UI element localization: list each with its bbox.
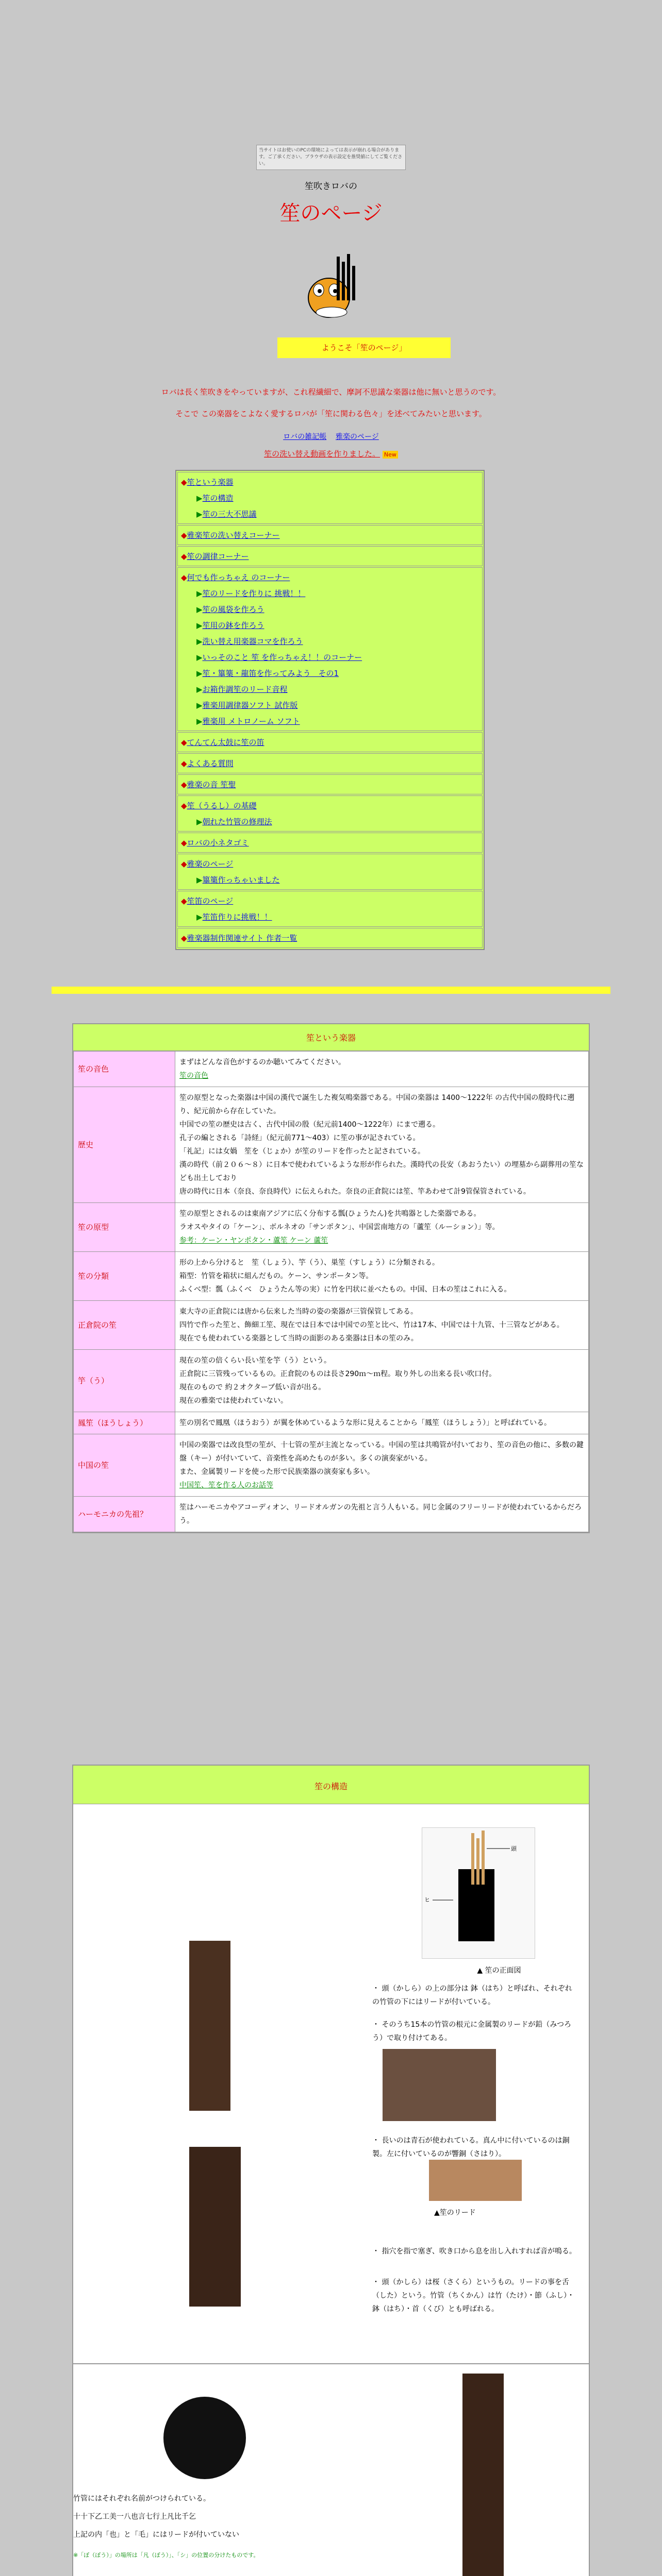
- menu-bullet-icon: ◆: [181, 531, 187, 540]
- menu-bullet-icon: ◆: [181, 780, 187, 789]
- row-label: 正倉院の笙: [74, 1301, 175, 1350]
- row-content: [175, 1301, 589, 1350]
- new-badge: New: [383, 451, 398, 459]
- reed-photo-2: [429, 2160, 522, 2201]
- structure-text-4-body: 指穴を指で塞ぎ、吹き口から息を出し入れすれば音が鳴る。: [382, 2247, 576, 2256]
- sub-bullet-icon: ▶: [196, 605, 203, 614]
- instrument-table-section: [72, 1023, 590, 1533]
- sub-bullet-icon: ▶: [196, 621, 203, 630]
- table-row: [74, 1412, 589, 1434]
- row-label: 笙の分類: [74, 1252, 175, 1301]
- row-content: [175, 1052, 589, 1087]
- sub-bullet-icon: ▶: [196, 589, 203, 598]
- sub-bullet-icon: ▶: [196, 669, 203, 678]
- row-label: 歴史: [74, 1087, 175, 1203]
- pipe-names: 十十下乙工美一八也言七行上凡比千乞: [73, 2513, 196, 2521]
- menu-link[interactable]: てんてん太鼓に笙の笛: [187, 738, 264, 747]
- menu-group: [177, 732, 483, 752]
- menu-group: [177, 891, 483, 927]
- structure-text-4: ・ 指穴を指で塞ぎ、吹き口から息を出し入れすれば音が鳴る。: [372, 2247, 576, 2256]
- page-title: 笙のページ: [279, 201, 383, 225]
- submenu-link[interactable]: 洗い替え用楽器コマを作ろう: [202, 637, 303, 646]
- row-label: 竽（う）: [74, 1350, 175, 1412]
- menu-bullet-icon: ◆: [181, 896, 187, 906]
- table-row: [74, 1350, 589, 1412]
- menu-group: [177, 928, 483, 948]
- row-label: 笙の原型: [74, 1203, 175, 1252]
- menu-bullet-icon: ◆: [181, 738, 187, 747]
- row-text: 笙の原型となった楽器は中国の漢代で誕生した複気鳴楽器である。中国の楽器は 1400〜1222年 の古代中国の殷時代に遡り、紀元前から存在していた。 中国での笙の歴史は古く、古代中国の殷（紀元前1400〜1222年）にまで遡る。 孔子の編とされる「詩経」（紀元前771〜403）に笙の事が記されている。 「礼記」には女媧 笙を（じょか）が笙のリードを作ったと記されている。 漢の時代（前２０６〜８）に日本で使われているような形が作られた。漢時代の長安（あおうたい）の埋墓から副葬用の笙なども出土しており 唐の時代に日本（奈良、奈良時代）に伝えられた。奈良の正倉院には笙、竿あわせて計9管保管されている。: [179, 1094, 584, 1196]
- row-text: 笙の別名で鳳凰（ほうおう）が翼を休めているような形に見えることから「鳳笙（ほうしょう）」と呼ばれている。: [179, 1419, 551, 1427]
- structure-text-2-body: そのうち15本の竹管の根元に金属製のリードが鉛（みつろう）で取り付けてある。: [372, 2021, 571, 2042]
- row-content: [175, 1350, 589, 1412]
- diary-link[interactable]: ロバの雑記帳: [283, 433, 327, 441]
- submenu-link[interactable]: 笙用の鉢を作ろう: [202, 621, 264, 630]
- structure-text-1: ・ 頭（かしら）の上の部分は 鉢（はち）と呼ばれ、それぞれの竹管の下にはリードが付いている。: [372, 1985, 572, 2006]
- pipe-layout-diagram: [163, 2397, 246, 2479]
- menu-bullet-icon: ◆: [181, 859, 187, 869]
- submenu-link[interactable]: 笙の三大不思議: [202, 510, 257, 519]
- menu-bullet-icon: ◆: [181, 759, 187, 768]
- table-row: [74, 1301, 589, 1350]
- sub-bullet-icon: ▶: [196, 685, 203, 694]
- menu-bullet-icon: ◆: [181, 838, 187, 848]
- row-link[interactable]: 参考：ケーン・ヤンポタン・蘆笙 ケーン 蘆笙: [179, 1236, 328, 1245]
- sub-bullet-icon: ▶: [196, 494, 203, 503]
- submenu-link[interactable]: 笙・篳篥・龍笛を作ってみよう その1: [202, 669, 339, 678]
- table-row: [74, 1052, 589, 1087]
- welcome-text: ようこそ「笙のページ」: [321, 343, 407, 352]
- row-content: [175, 1434, 589, 1497]
- menu-link[interactable]: 何でも作っちゃえ のコーナー: [187, 573, 290, 582]
- structure-text-1-body: 頭（かしら）の上の部分は 鉢（はち）と呼ばれ、それぞれの竹管の下にはリードが付いている。: [372, 1985, 572, 2006]
- menu-bullet-icon: ◆: [181, 478, 187, 487]
- row-content: [175, 1497, 589, 1532]
- structure-title: 笙の構造: [73, 1766, 589, 1804]
- table-row: [74, 1497, 589, 1532]
- row-content: [175, 1087, 589, 1203]
- row-text: 東大寺の正倉院には唐から伝来した当時の姿の楽器が三管保管してある。 四竹で作った笙と、飾細工笙、現在では日本では中国での笙と比べ、竹は17本、中国では十九管、十三管などがある。 現在でも使われている楽器として当時の面影のある楽器は日本の笙のみ。: [179, 1308, 564, 1343]
- submenu-link[interactable]: 朝れた竹管の修理法: [202, 817, 272, 826]
- reed-photo-1: [383, 2049, 496, 2121]
- table-row: [74, 1087, 589, 1203]
- caption-reed-text: 笙のリード: [439, 2209, 476, 2217]
- menu-bullet-icon: ◆: [181, 934, 187, 943]
- sub-bullet-icon: ▶: [196, 701, 203, 710]
- menu-link[interactable]: 笙という楽器: [187, 478, 234, 487]
- structure-section: [72, 1765, 590, 2576]
- intro-line-1: ロバは長く笙吹きをやっていますが、これ程繊細で、摩訶不思議な楽器は他に無いと思うのです。: [161, 387, 501, 397]
- menu-group: [177, 546, 483, 566]
- structure-text-2: ・ そのうち15本の竹管の根元に金属製のリードが鉛（みつろう）で取り付けてある。: [372, 2021, 571, 2042]
- menu-group: [177, 795, 483, 832]
- row-text: 笙の原型とされるのは東南アジアに広く分布する瓢(ひょうたん)を共鳴器とした楽器である。 ラオスやタイの「ケーン」、ボルネオの「サンポタン」、中国雲南地方の「蘆笙（ルーション）」等。: [179, 1210, 500, 1231]
- menu-bullet-icon: ◆: [181, 573, 187, 582]
- divider-1: [73, 2363, 589, 2364]
- row-text: 現在の笙の倍くらい長い笙を竽（う）という。 正倉院に三管残っているもの。正倉院のものは長さ290ｍ〜ｍ程。取り外しの出来る長い吹口付。 現在のもので 約２オクターブ低い音が出る。 現在の雅楽では使われていない。: [179, 1357, 496, 1405]
- sub-bullet-icon: ▶: [196, 912, 203, 922]
- submenu-link[interactable]: 笙笛作りに挑戦！！: [202, 912, 272, 922]
- sub-bullet-icon: ▶: [196, 510, 203, 519]
- structure-diagram: [422, 1827, 535, 1959]
- submenu-link[interactable]: 雅楽用 メトロノーム ソフト: [202, 717, 300, 726]
- row-text: 中国の楽器では改良型の笙が、十七管の笙が主流となっている。中国の笙は共鳴管が付いており、笙の音色の他に、多数の鍵盤（キー）が付いていて、音楽性を高めたものが多い。多くの演奏家がいる。 また、金属製リードを使った形で民族楽器の演奏家も多い。: [179, 1441, 584, 1476]
- menu-link[interactable]: 雅楽のページ: [187, 859, 234, 869]
- submenu-link[interactable]: 笙の構造: [202, 494, 234, 503]
- structure-text-5-body: 頭（かしら）は桜（さくら）というもの。リードの事を舌（した）という。竹管（ちくかん）は竹（たけ）・節（ふし）・鉢（はち）・首（くび）とも呼ばれる。: [372, 2278, 574, 2313]
- menu-group: [177, 833, 483, 853]
- menu-link[interactable]: 雅楽笙の洗い替えコーナー: [187, 531, 280, 540]
- structure-text-3: ・ 長いのは青石が使われている。真ん中に付いているのは銅製。左に付いているのが響銅（さはり）。: [372, 2137, 570, 2158]
- diary-links: [0, 431, 662, 442]
- structure-text-6: 竹管にはそれぞれ名前がつけられている。: [73, 2495, 210, 2503]
- row-content: [175, 1203, 589, 1252]
- sub-bullet-icon: ▶: [196, 817, 203, 826]
- row-label: 中国の笙: [74, 1434, 175, 1497]
- menu-link[interactable]: 雅楽の音 笙聖: [187, 780, 236, 789]
- sho-photo-1: [189, 1941, 230, 2111]
- subtitle: 笙吹きロバの: [305, 181, 357, 192]
- menu-bullet-icon: ◆: [181, 552, 187, 561]
- row-content: [175, 1412, 589, 1434]
- caption-front-text: 笙の正面図: [485, 1967, 521, 1975]
- new-video-link[interactable]: 笙の洗い替え動画を作りました。: [264, 449, 380, 459]
- menu-link[interactable]: ロバの小ネタゴミ: [187, 838, 249, 848]
- sho-photo-2: [189, 2147, 241, 2307]
- row-link[interactable]: 中国笙、笙を作る人のお話等: [179, 1481, 273, 1489]
- menu-group: [177, 753, 483, 773]
- menu-group: [177, 774, 483, 794]
- submenu-link[interactable]: 笙の風袋を作ろう: [202, 605, 264, 614]
- row-text: 形の上から分けると 笙（しょう）、竽（う）、巣笙（すしょう）に分類される。 箱型：竹管を箱状に組んだもの。ケーン、サンポータン等。 ふくべ型：瓢（ふくべ ひょうたん等の実）に竹を円状に並べたもの。中国、日本の笙はこれに入る。: [179, 1259, 511, 1294]
- submenu-link[interactable]: 笙のリードを作りに 挑戦！！: [202, 589, 306, 598]
- row-link[interactable]: 笙の音色: [179, 1072, 208, 1080]
- table-row: [74, 1434, 589, 1497]
- submenu-link[interactable]: お箱作調笙のリード音程: [202, 685, 288, 694]
- menu-group: [177, 525, 483, 545]
- row-text: まずはどんな音色がするのか聴いてみてください。: [179, 1058, 345, 1066]
- menu-link[interactable]: よくある質問: [187, 759, 234, 768]
- structure-text-7: 上記の内「也」と「毛」にはリードが付いていない: [73, 2531, 239, 2539]
- table-row: [74, 1252, 589, 1301]
- intro-line-2: そこで この楽器をこよなく愛するロバが「笙に関わる色々」を述べてみたいと思います。: [175, 409, 487, 418]
- new-video-line: [0, 448, 662, 459]
- submenu-link[interactable]: 雅楽用調律器ソフト 試作版: [202, 701, 298, 710]
- table-row: [74, 1203, 589, 1252]
- caption-front: ▲ 笙の正面図: [477, 1967, 521, 1975]
- label-kasira: 頭: [511, 1845, 517, 1852]
- menu-bullet-icon: ◆: [181, 801, 187, 810]
- structure-text-3-body: 長いのは青石が使われている。真ん中に付いているのは銅製。左に付いているのが響銅（さはり）。: [372, 2137, 570, 2158]
- structure-note: ※「ぼ（ぼう）」の場所は「凡（ぼう）」、「シ」の位置の分けたものです。: [73, 2552, 259, 2558]
- sub-bullet-icon: ▶: [196, 637, 203, 646]
- notice-box: 当サイトはお使いのPCの環境によっては表示が崩れる場合があります。ご了承ください。ブラウザの表示設定を推奨値にしてご覧ください。: [256, 145, 406, 170]
- menu-link[interactable]: 笙（うるし）の基礎: [187, 801, 257, 810]
- welcome-banner: [277, 337, 451, 358]
- row-text: 笙はハーモニカやアコーディオン、リードオルガンの先祖と言う人もいる。同じ金属のフリーリードが使われているからだろう。: [179, 1503, 582, 1525]
- sub-bullet-icon: ▶: [196, 653, 203, 662]
- gagaku-link[interactable]: 雅楽のページ: [336, 433, 379, 441]
- info-table: [73, 1051, 589, 1532]
- structure-text-5: ・ 頭（かしら）は桜（さくら）というもの。リードの事を舌（した）という。竹管（ちくかん）は竹（たけ）・節（ふし）・鉢（はち）・首（くび）とも呼ばれる。: [372, 2278, 574, 2313]
- row-label: 鳳笙（ほうしょう）: [74, 1412, 175, 1434]
- label-hisi: ヒ: [424, 1896, 430, 1903]
- submenu-link[interactable]: いっそのこと 笙 を作っちゃえ！！のコーナー: [202, 653, 362, 662]
- menu-group: [177, 472, 483, 524]
- row-label: 笙の音色: [74, 1052, 175, 1087]
- menu-group: [177, 567, 483, 731]
- row-label: ハーモニカの先祖？: [74, 1497, 175, 1532]
- menu-group: [177, 854, 483, 890]
- submenu-link[interactable]: 篳篥作っちゃいました: [202, 875, 280, 885]
- yellow-divider: [52, 987, 610, 994]
- sub-bullet-icon: ▶: [196, 717, 203, 726]
- table-title: 笙という楽器: [73, 1024, 589, 1051]
- menu-link[interactable]: 雅楽器制作関連サイト 作者一覧: [187, 934, 297, 943]
- caption-reed: ▲笙のリード: [434, 2209, 476, 2217]
- sub-bullet-icon: ▶: [196, 875, 203, 885]
- row-content: [175, 1252, 589, 1301]
- menu-link[interactable]: 笙笛のページ: [187, 896, 234, 906]
- sho-side-photo: [462, 2374, 504, 2576]
- menu-link[interactable]: 笙の調律コーナー: [187, 552, 249, 561]
- site-menu: [175, 470, 485, 950]
- mascot-image: [293, 251, 370, 326]
